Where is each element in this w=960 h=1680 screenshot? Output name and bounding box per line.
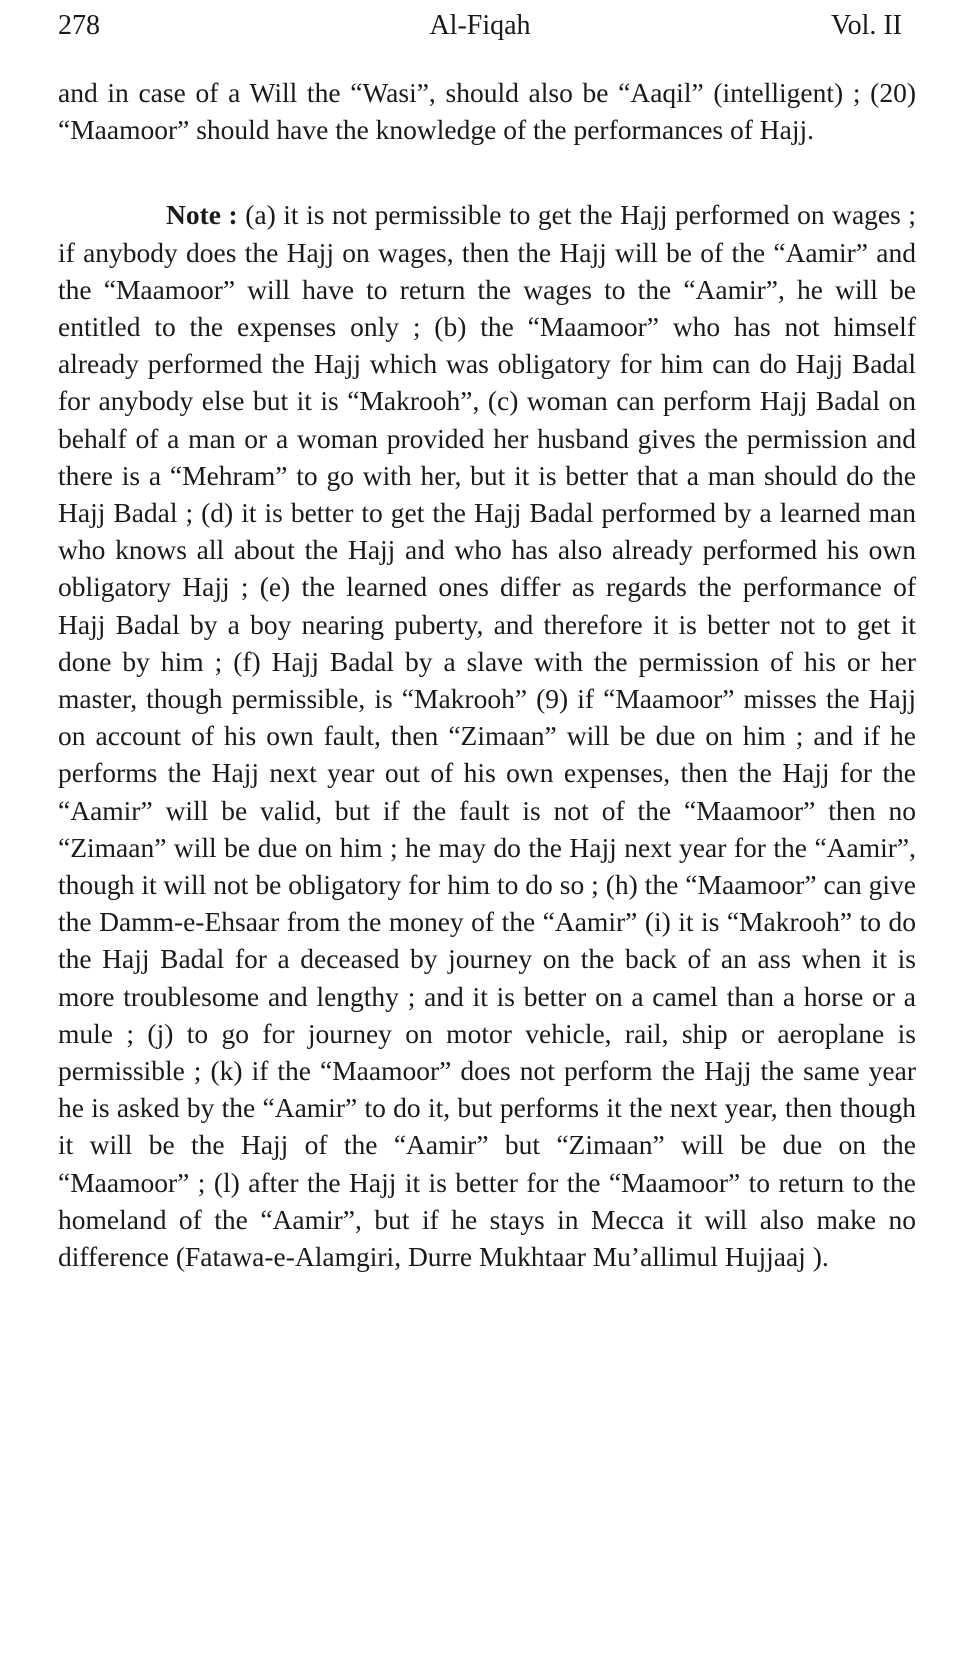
note-label: Note : [166, 199, 238, 231]
body-text [58, 74, 916, 1275]
paragraph-spacer [58, 148, 916, 196]
book-title: Al-Fiqah [429, 10, 531, 41]
page-number: 278 [58, 10, 100, 41]
running-header [58, 6, 902, 46]
note-paragraph [58, 196, 916, 1275]
volume-label: Vol. II [830, 10, 902, 41]
note-text: (a) it is not permissible to get the Hajj performed on wages ; if anybody does the Hajj on wages, then the Hajj will be of the “Aamir” and the “Maamoor” will have to return the wages to the “Aamir”, he will be entitled to the expenses only ; (b) the “Maamoor” who has not himself already performed the Hajj which was obligatory for him can do Hajj Badal for anybody else but it is “Makrooh”, (c) woman can perform Hajj Badal on behalf of a man or a woman provided her husband gives the permission and there is a “Mehram” to go with her, but it is better that a man should do the Hajj Badal ; (d) it is better to get the Hajj Badal performed by a learned man who knows all about the Hajj and who has also already performed his own obligatory Hajj ; (e) the learned ones differ as regards the performance of Hajj Badal by a boy nearing puberty, and therefore it is better not to get it done by him ; (f) Hajj Badal by a slave with the permission of his or her master, though permissible, is “Makrooh” (9) if “Maamoor” misses the Hajj on account of his own fault, then “Zimaan” will be due on him ; and if he performs the Hajj next year out of his own expenses, then the Hajj for the “Aamir” will be valid, but if the fault is not of the “Maamoor” then no “Zimaan” will be due on him ; he may do the Hajj next year for the “Aamir”, though it will not be obligatory for him to do so ; (h) the “Maamoor” can give the Damm-e-Ehsaar from the money of the “Aamir” (i) it is “Makrooh” to do the Hajj Badal for a deceased by journey on the back of an ass when it is more troublesome and lengthy ; and it is better on a camel than a horse or a mule ; (j) to go for journey on motor vehicle, rail, ship or aeroplane is permissible ; (k) if the “Maamoor” does not perform the Hajj the same year he is asked by the “Aamir” to do it, but performs it the next year, then though it will be the Hajj of the “Aamir” but “Zimaan” will be due on the “Maamoor” ; (l) after the Hajj it is better for the “Maamoor” to return to the homeland of the “Aamir”, but if he stays in Mecca it will also make no difference (Fatawa-e-Alamgiri, Durre Mukhtaar Mu’allimul Hujjaaj ). [58, 199, 917, 1273]
continuation-paragraph: and in case of a Will the “Wasi”, should also be “Aaqil” (intelligent) ; (20) “Maamoor” should have the knowledge of the performances of Hajj. [58, 77, 916, 146]
